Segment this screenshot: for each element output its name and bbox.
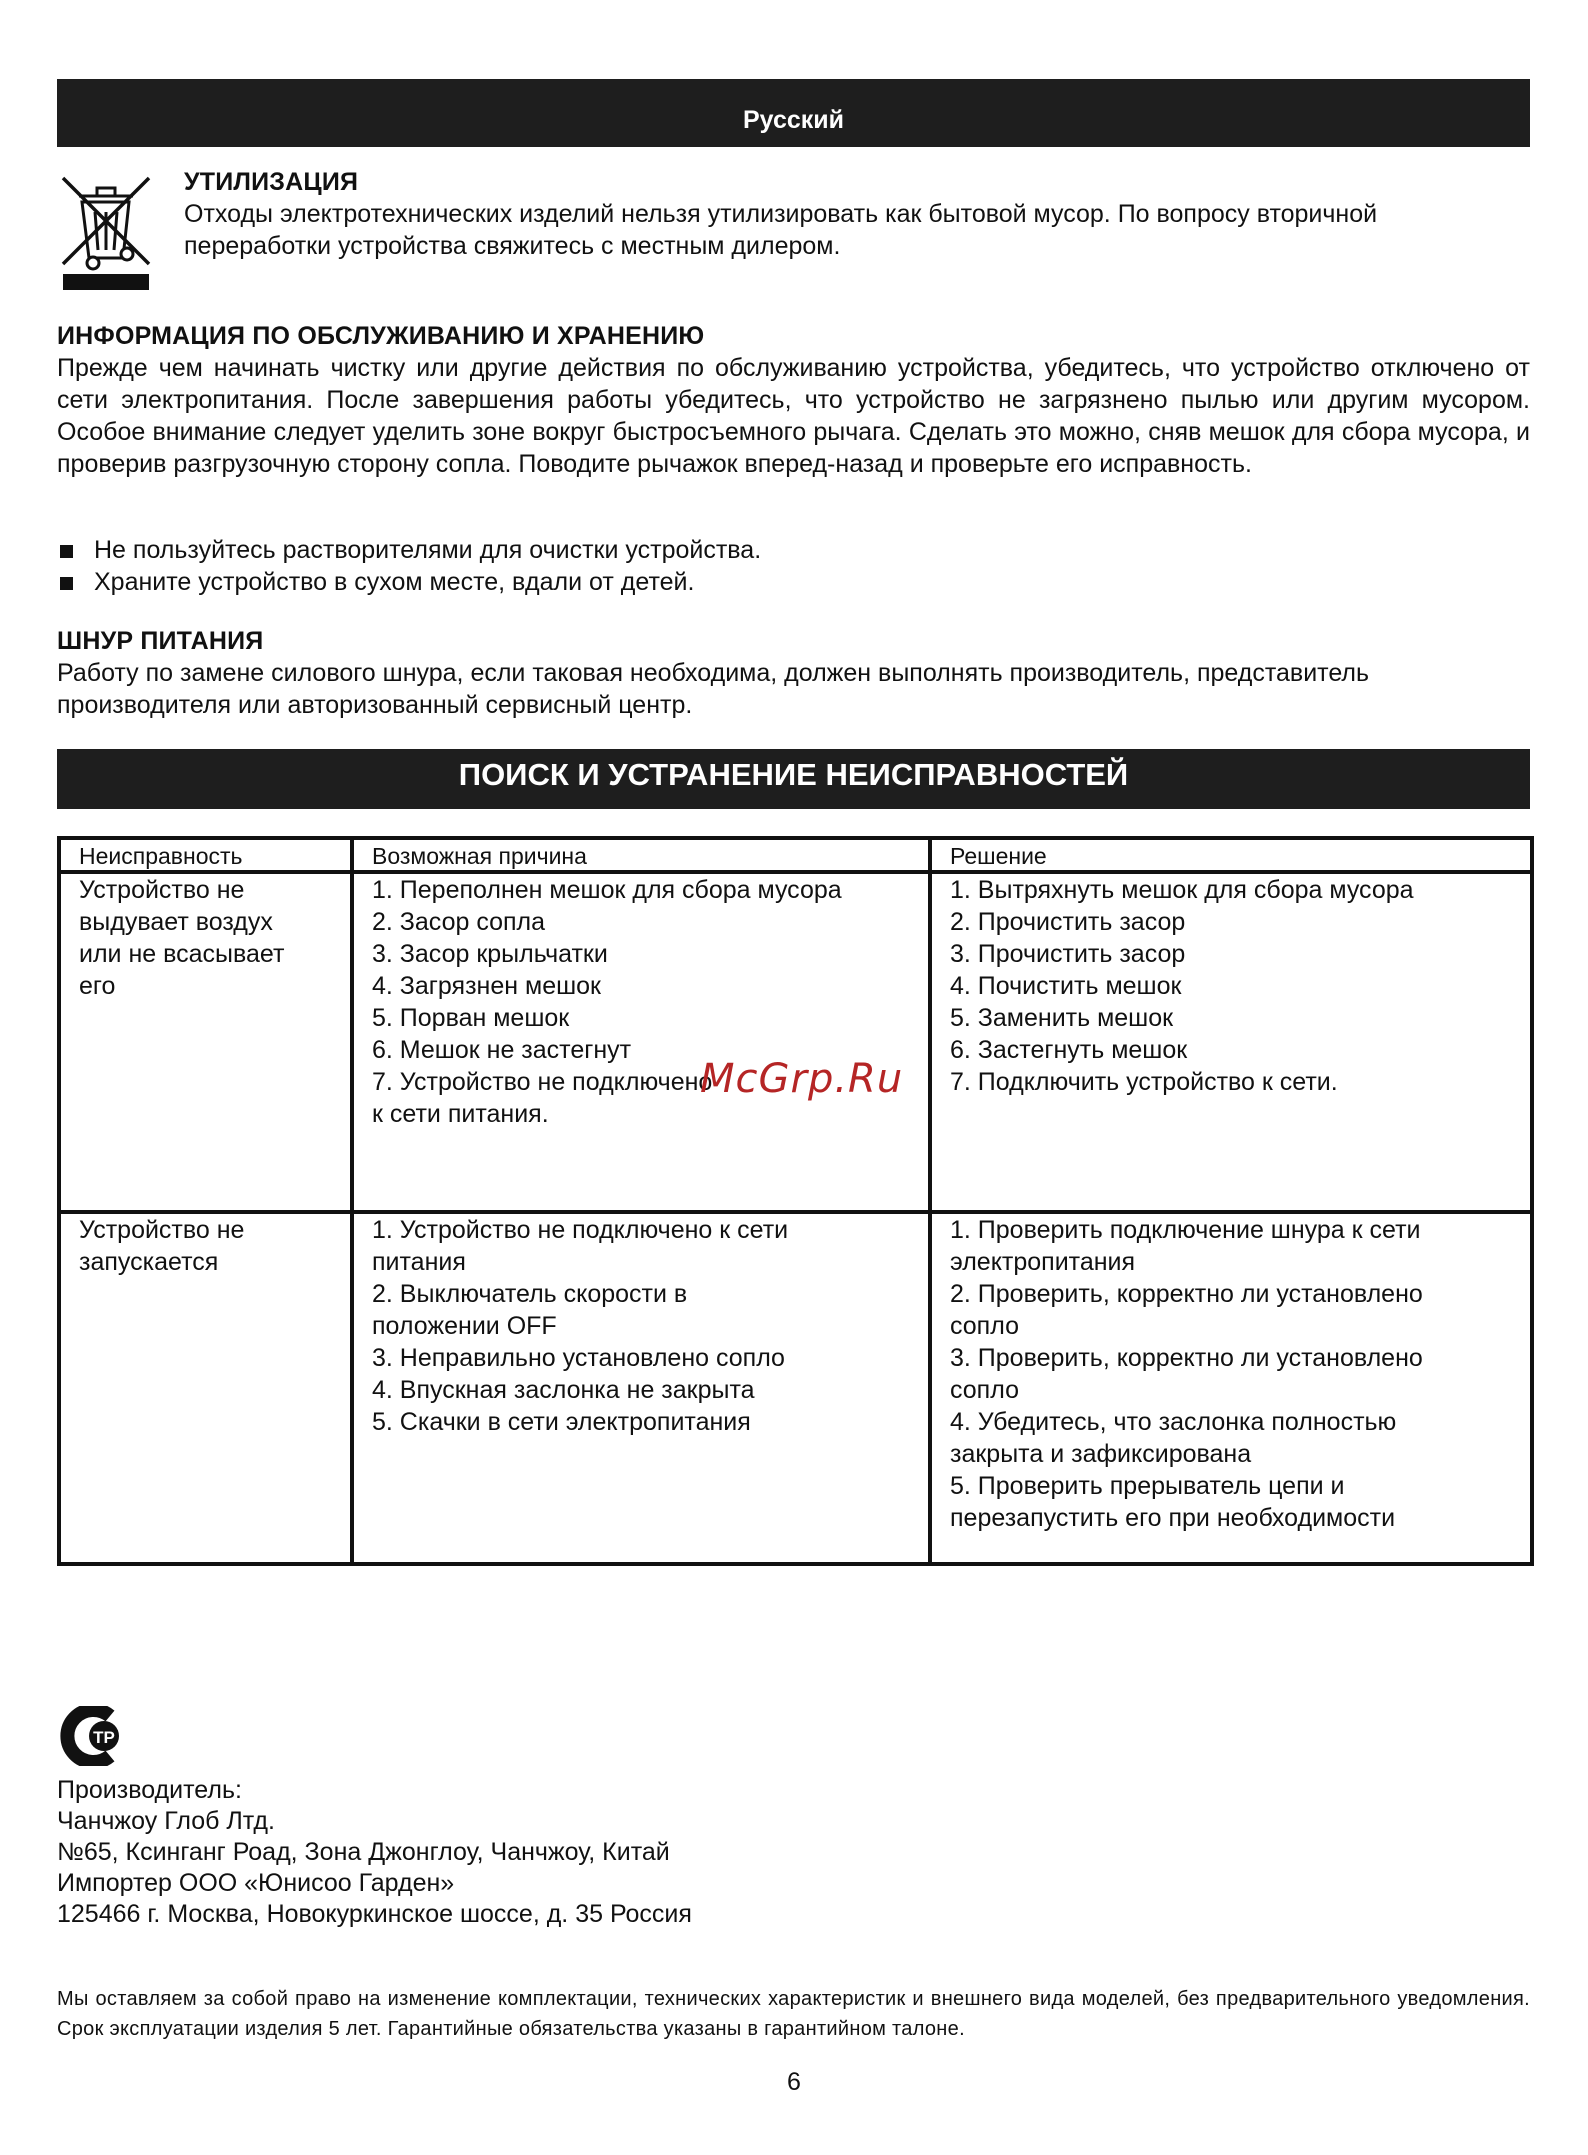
power-cord-text: Работу по замене силового шнура, если таковая необходима, должен выполнять производитель, представитель производителя или авторизованный сервисный центр. <box>57 659 1370 719</box>
manufacturer-line: №65, Ксинганг Роад, Зона Джонглоу, Чанчжоу, Китай <box>57 1838 670 1866</box>
list-item: Не пользуйтесь растворителями для очистки устройства. <box>57 534 1530 566</box>
table-row <box>59 872 1532 1212</box>
disposal-title: УТИЛИЗАЦИЯ <box>184 168 359 196</box>
solution-cell: 1. Проверить подключение шнура к сети электропитания 2. Проверить, корректно ли установлено сопло 3. Проверить, корректно ли установлено сопло 4. Убедитесь, что заслонка полностью закрыта и зафиксирована 5. Проверить прерыватель цепи и перезапустить его при необходимости <box>930 1212 1532 1564</box>
maintenance-title: ИНФОРМАЦИЯ ПО ОБСЛУЖИВАНИЮ И ХРАНЕНИЮ <box>57 322 705 350</box>
svg-text:ТР: ТР <box>93 1728 115 1747</box>
column-header: Возможная причина <box>352 838 930 872</box>
table-row <box>59 1212 1532 1564</box>
problem-cell: Устройство не выдувает воздух или не всасывает его <box>59 872 352 1212</box>
list-item: Храните устройство в сухом месте, вдали от детей. <box>57 566 1530 598</box>
manufacturer-line: Чанчжоу Глоб Лтд. <box>57 1807 275 1835</box>
column-header: Решение <box>930 838 1532 872</box>
page-number: 6 <box>787 2068 801 2096</box>
manufacturer-info <box>57 1775 692 1930</box>
disclaimer: Мы оставляем за собой право на изменение комплектации, технических характеристик и внешнего вида моделей, без предварительного уведомления. Срок эксплуатации изделия 5 лет. Гарантийные обязательства указаны в гарантийном талоне. <box>57 1988 1530 2040</box>
disposal-text: Отходы электротехнических изделий нельзя утилизировать как бытовой мусор. По вопросу вторичной переработки устройства свяжитесь с местным дилером. <box>184 200 1378 260</box>
manufacturer-line: 125466 г. Москва, Новокуркинское шоссе, д. 35 Россия <box>57 1900 692 1928</box>
cause-cell: 1. Переполнен мешок для сбора мусора 2. Засор сопла 3. Засор крыльчатки 4. Загрязнен мешок 5. Порван мешок 6. Мешок не застегнут 7. Устройство не подключено к сети питания. <box>352 872 930 1212</box>
solution-cell: 1. Вытряхнуть мешок для сбора мусора 2. Прочистить засор 3. Прочистить засор 4. Почистить мешок 5. Заменить мешок 6. Застегнуть мешок 7. Подключить устройство к сети. <box>930 872 1532 1212</box>
cause-cell: 1. Устройство не подключено к сети питания 2. Выключатель скорости в положении OFF 3. Неправильно установлено сопло 4. Впускная заслонка не закрыта 5. Скачки в сети электропитания <box>352 1212 930 1564</box>
rst-certification-mark-icon <box>60 1706 134 1766</box>
weee-bin-icon <box>57 166 155 292</box>
troubleshooting-table <box>57 836 1534 1566</box>
table-header-row <box>59 838 1532 872</box>
bullet-square-icon <box>60 545 73 558</box>
power-cord-title: ШНУР ПИТАНИЯ <box>57 627 264 655</box>
manufacturer-line: Производитель: <box>57 1776 242 1804</box>
manufacturer-line: Импортер ООО «Юнисоо Гарден» <box>57 1869 455 1897</box>
language-header: Русский <box>57 79 1530 147</box>
column-header: Неисправность <box>59 838 352 872</box>
troubleshooting-title: ПОИСК И УСТРАНЕНИЕ НЕИСПРАВНОСТЕЙ <box>57 749 1530 809</box>
bullet-square-icon <box>60 577 73 590</box>
maintenance-bullets <box>57 534 1530 598</box>
problem-cell: Устройство не запускается <box>59 1212 352 1564</box>
watermark: McGrp.Ru <box>700 1056 904 1102</box>
maintenance-text: Прежде чем начинать чистку или другие действия по обслуживанию устройства, убедитесь, что устройство отключено от сети электропитания. После завершения работы убедитесь, что устройство не загрязнено пылью или другим мусором. Особое внимание следует уделить зоне вокруг быстросъемного рычага. Сделать это можно, сняв мешок для сбора мусора, и проверив разгрузочную сторону сопла. Поводите рычажок вперед-назад и проверьте его исправность. <box>57 354 1530 478</box>
